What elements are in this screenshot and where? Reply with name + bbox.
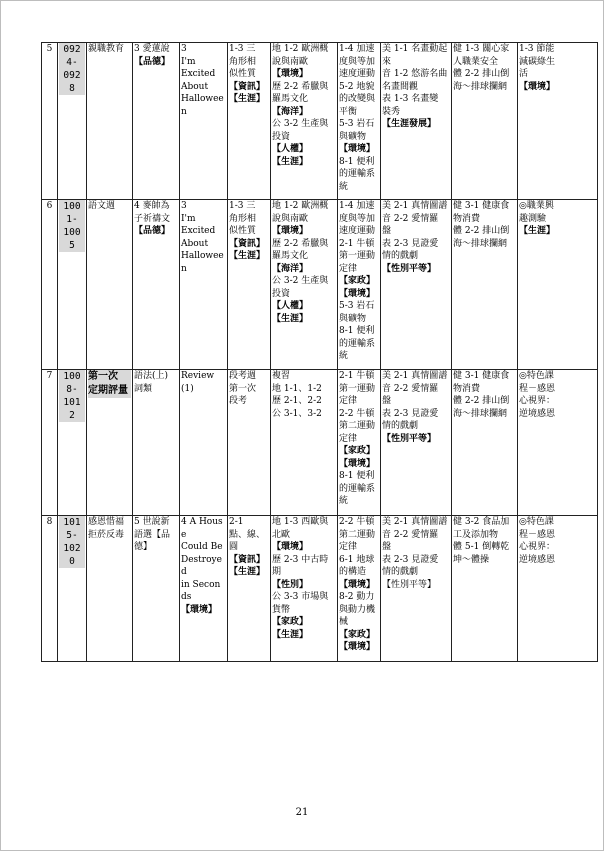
cell-line: 健 1-3 關心家	[453, 44, 510, 54]
cell-line: 第一運動	[339, 383, 376, 394]
theme-line: 感恩惜福	[88, 517, 125, 527]
topic-tag: 【資訊】	[229, 238, 266, 249]
cell-line: 體 2-2 排山倒	[453, 396, 510, 406]
cell-line: 子祈禱文	[134, 213, 171, 224]
cell-line: 2-1	[229, 517, 244, 527]
cell-line: 角形相	[229, 213, 257, 224]
cell-line: About	[181, 81, 209, 92]
cell-line: 程－感恩	[519, 383, 556, 394]
cell-arts	[381, 516, 452, 662]
cell-chinese	[133, 200, 180, 370]
topic-tag: 【環境】	[272, 542, 309, 552]
date-line: 0928	[60, 69, 84, 95]
cell-line: 第一次	[229, 383, 257, 394]
date-line: 1001-	[60, 200, 84, 226]
cell-line: 地 1-2 歐洲概	[272, 44, 329, 54]
topic-tag: 【生涯】	[272, 629, 309, 640]
cell-line: 貨幣	[272, 604, 291, 615]
date-range	[59, 370, 85, 422]
cell-line: 5-3 岩石	[339, 301, 375, 311]
cell-line: 北歐	[272, 529, 291, 540]
cell-line: 歷 2-2 希臘與	[272, 238, 329, 249]
date-line: 0924-	[60, 43, 84, 69]
topic-tag: 【資訊】	[229, 81, 266, 92]
topic-tag: 【家政】	[339, 276, 376, 286]
cell-line: 語選【品	[134, 529, 171, 540]
topic-tag: 【性別】	[272, 579, 309, 590]
cell-line: 歷 2-3 中古時	[272, 554, 329, 565]
week-number: 7	[42, 370, 58, 516]
theme-line: 量	[118, 385, 128, 396]
cell-line: 表 1-3 名畫變	[382, 94, 439, 104]
cell-line: 定律	[339, 433, 358, 444]
cell-line: 公 3-3 市場與	[272, 592, 329, 602]
week-number: 6	[42, 200, 58, 370]
cell-line: 投資	[272, 131, 291, 142]
cell-line: 體 2-2 排山倒	[453, 69, 510, 79]
cell-chinese	[133, 43, 180, 200]
cell-line: 盤	[382, 542, 392, 552]
topic-tag: 【環境】	[339, 458, 376, 469]
cell-line: 工及添加物	[453, 529, 499, 540]
cell-line: 4 麥帥為	[134, 201, 170, 211]
cell-line: Destroyed	[181, 554, 222, 577]
cell-line: 歷 2-2 希臘與	[272, 81, 329, 92]
topic-tag: 【性別平等】	[382, 263, 437, 274]
theme-line: 語文週	[88, 201, 116, 211]
cell-line: 物消費	[453, 383, 481, 394]
cell-line: 點、線、	[229, 529, 266, 540]
date-range	[59, 200, 85, 252]
topic-tag: 【環境】	[519, 81, 556, 92]
topic-tag: 【生涯】	[229, 567, 266, 577]
cell-line: 音 2-2 愛情羅	[382, 529, 439, 540]
cell-line: I'm	[181, 56, 196, 67]
cell-chinese	[133, 516, 180, 662]
topic-tag: 【品德】	[134, 226, 171, 236]
cell-line: 程－感恩	[519, 529, 556, 540]
cell-line: 美 2-1 真情圖譜	[382, 201, 448, 211]
cell-line: 與動力機	[339, 604, 376, 615]
cell-line: 4 A House	[181, 517, 223, 540]
topic-tag: 【生涯發展】	[382, 119, 437, 129]
cell-line: 健 3-2 食品加	[453, 517, 510, 527]
cell-integrated	[518, 370, 598, 516]
date-line: 1012	[60, 396, 84, 422]
topic-tag: 【生涯】	[229, 94, 266, 104]
topic-tag: 【生涯】	[229, 251, 266, 261]
cell-line: 度與等加	[339, 56, 376, 67]
cell-math	[228, 43, 271, 200]
cell-line: 情的戲劇	[382, 251, 419, 261]
cell-line: 定律	[339, 263, 358, 274]
cell-line: 速度運動	[339, 69, 376, 79]
week-date	[58, 370, 87, 516]
cell-social	[271, 516, 338, 662]
cell-line: 公 3-2 生產與	[272, 119, 329, 129]
cell-line: 體 2-2 排山倒	[453, 226, 510, 236]
cell-line: 羅馬文化	[272, 94, 309, 104]
cell-line: 逆境感恩	[519, 408, 556, 419]
cell-line: 2-1 牛頓	[339, 371, 375, 381]
cell-health	[452, 516, 518, 662]
weekly-theme	[87, 200, 133, 370]
cell-line: 歷 2-1、2-2	[272, 396, 322, 406]
cell-line: 8-1 便利	[339, 326, 375, 336]
cell-english	[180, 370, 228, 516]
cell-line: 坤～體操	[453, 554, 490, 565]
cell-science	[338, 370, 381, 516]
cell-social	[271, 43, 338, 200]
cell-math	[228, 200, 271, 370]
date-range	[59, 516, 85, 568]
cell-line: 的運輸系	[339, 483, 376, 494]
cell-line: 與礦物	[339, 313, 367, 324]
cell-arts	[381, 43, 452, 200]
cell-line: 美 2-1 真情圖譜	[382, 517, 448, 527]
cell-line: 投資	[272, 288, 291, 299]
cell-line: 盤	[382, 396, 392, 406]
cell-integrated	[518, 43, 598, 200]
cell-line: 的運輸系	[339, 338, 376, 349]
cell-line: 統	[339, 181, 349, 192]
cell-line: 海～排球攔網	[453, 238, 508, 249]
cell-line: 海～排球攔網	[453, 408, 508, 419]
cell-line: ◎職業興	[519, 201, 554, 211]
cell-science	[338, 200, 381, 370]
cell-line: in Seconds	[181, 579, 221, 602]
cell-line: 3	[181, 44, 187, 54]
cell-chinese	[133, 370, 180, 516]
cell-line: Could Be	[181, 542, 223, 552]
cell-line: 3	[181, 201, 187, 211]
date-line: 1008-	[60, 370, 84, 396]
cell-line: 段考週	[229, 371, 257, 381]
topic-tag: 【海洋】	[272, 263, 309, 274]
cell-line: 2-2 牛頓	[339, 517, 375, 527]
topic-tag: 【家政】	[272, 617, 309, 627]
week-date	[58, 516, 87, 662]
schedule-table	[41, 42, 598, 662]
cell-line: 詞類	[134, 383, 153, 394]
cell-line: 速度運動	[339, 226, 376, 236]
cell-line: 情的戲劇	[382, 421, 419, 431]
topic-tag: 【人權】	[272, 301, 309, 311]
table-row	[42, 200, 598, 370]
cell-line: About	[181, 238, 209, 249]
cell-line: 複習	[272, 371, 291, 381]
topic-tag: 【環境】	[339, 144, 376, 154]
cell-line: 物消費	[453, 213, 481, 224]
cell-line: 音 2-2 愛情羅	[382, 383, 439, 394]
cell-line: 心視界：	[519, 542, 556, 552]
cell-line: 統	[339, 351, 349, 361]
week-number: 8	[42, 516, 58, 662]
theme-line: 定期評	[88, 385, 118, 396]
cell-line: 表 2-3 見證愛	[382, 238, 439, 249]
cell-line: 心視界：	[519, 396, 556, 406]
cell-line: 2-1 牛頓	[339, 238, 375, 249]
cell-line: 趣測驗	[519, 213, 547, 224]
cell-line: 5-3 岩石	[339, 119, 375, 129]
cell-line: 8-1 便利	[339, 156, 375, 167]
cell-line: 地 1-1、1-2	[272, 383, 322, 394]
cell-line: 角形相	[229, 56, 257, 67]
cell-line: 音 1-2 悠游名曲	[382, 69, 448, 79]
theme-line: 親職教育	[88, 44, 125, 54]
topic-tag: 【環境】	[339, 642, 376, 652]
cell-line: 公 3-1、3-2	[272, 408, 322, 419]
date-line: 1020	[60, 542, 84, 568]
cell-line: 3 愛蓮說	[134, 44, 170, 54]
week-number: 5	[42, 43, 58, 200]
cell-math	[228, 516, 271, 662]
cell-line: 5-2 地貌	[339, 81, 375, 92]
cell-line: 地 1-3 西歐與	[272, 517, 329, 527]
topic-tag: 【生涯】	[272, 156, 309, 167]
cell-english	[180, 43, 228, 200]
cell-line: 名畫間觀	[382, 81, 419, 92]
cell-science	[338, 516, 381, 662]
cell-line: 2-2 牛頓	[339, 408, 375, 419]
cell-line: 說與南歐	[272, 56, 309, 67]
cell-line: 期	[272, 567, 282, 577]
cell-arts	[381, 370, 452, 516]
cell-line: Review (1)	[181, 371, 215, 394]
cell-line: 第一運動	[339, 251, 376, 261]
cell-math	[228, 370, 271, 516]
cell-social	[271, 200, 338, 370]
cell-line: 語法(上)	[134, 371, 169, 381]
cell-line: Excited	[181, 226, 216, 236]
cell-line: 說與南歐	[272, 213, 309, 224]
cell-line: 表 2-3 見證愛	[382, 408, 439, 419]
cell-line: 海～排球攔網	[453, 81, 508, 92]
cell-line: 似性質	[229, 226, 257, 236]
cell-health	[452, 370, 518, 516]
topic-tag: 【環境】	[339, 579, 376, 590]
cell-line: 1-3 三	[229, 201, 256, 211]
cell-line: 美 2-1 真情圖譜	[382, 371, 448, 381]
cell-line: 定律	[339, 542, 358, 552]
topic-tag: 【家政】	[339, 629, 376, 640]
cell-line: ◎特色課	[519, 371, 554, 381]
week-date	[58, 43, 87, 200]
cell-line: 的構造	[339, 567, 367, 577]
cell-line: 來	[382, 56, 392, 67]
cell-line: Excited	[181, 69, 216, 79]
topic-tag: 【品德】	[134, 56, 171, 67]
cell-line: 健 3-1 健康食	[453, 201, 510, 211]
cell-english	[180, 516, 228, 662]
cell-line: 械	[339, 617, 349, 627]
topic-tag: 【資訊】	[229, 554, 266, 565]
topic-tag: 【環境】	[339, 288, 376, 299]
table-row	[42, 43, 598, 200]
topic-tag: 【人權】	[272, 144, 309, 154]
cell-line: 6-1 地球	[339, 554, 375, 565]
table-row	[42, 370, 598, 516]
cell-line: 段考	[229, 396, 248, 406]
cell-line: 羅馬文化	[272, 251, 309, 261]
cell-line: 音 2-2 愛情羅	[382, 213, 439, 224]
topic-tag: 【海洋】	[272, 106, 309, 117]
cell-integrated	[518, 200, 598, 370]
cell-line: 情的戲劇	[382, 567, 419, 577]
cell-line: 的改變與	[339, 94, 376, 104]
cell-line: 活	[519, 69, 529, 79]
topic-tag: 【生涯】	[519, 226, 556, 236]
cell-arts	[381, 200, 452, 370]
cell-line: 地 1-2 歐洲概	[272, 201, 329, 211]
topic-tag: 【性別平等】	[382, 433, 437, 444]
cell-line: 8-1 便利	[339, 471, 375, 481]
cell-line: 健 3-1 健康食	[453, 371, 510, 381]
cell-line: 1-3 節能	[519, 44, 555, 54]
cell-line: 1-3 三	[229, 44, 256, 54]
cell-line: 8-2 動力	[339, 592, 375, 602]
cell-line: 減碳綠生	[519, 56, 556, 67]
week-date	[58, 200, 87, 370]
cell-line: Halloween	[181, 94, 224, 117]
cell-health	[452, 200, 518, 370]
cell-line: Halloween	[181, 251, 224, 274]
cell-line: 公 3-2 生產與	[272, 276, 329, 286]
cell-line: 定律	[339, 396, 358, 406]
topic-tag: 【環境】	[272, 69, 309, 79]
topic-tag: 【環境】	[181, 604, 218, 615]
cell-line: 【性別平等】	[382, 579, 437, 590]
cell-line: 第二運動	[339, 421, 376, 431]
cell-line: 1-4 加速	[339, 44, 375, 54]
theme-line: 拒菸反毒	[88, 529, 125, 540]
theme-line: 第一次	[88, 371, 118, 382]
date-line: 1005	[60, 226, 84, 252]
cell-line: 裝秀	[382, 106, 401, 117]
date-range	[59, 43, 85, 95]
cell-line: 第二運動	[339, 529, 376, 540]
cell-line: 5 世說新	[134, 517, 170, 527]
weekly-theme	[87, 516, 133, 662]
cell-line: 盤	[382, 226, 392, 236]
topic-tag: 【環境】	[272, 226, 309, 236]
cell-line: 的運輸系	[339, 169, 376, 179]
cell-line: 德】	[134, 542, 153, 552]
cell-line: 似性質	[229, 69, 257, 79]
topic-tag: 【家政】	[339, 446, 376, 456]
cell-health	[452, 43, 518, 200]
page-number: 21	[295, 807, 309, 818]
theme-text	[88, 43, 131, 56]
cell-social	[271, 370, 338, 516]
cell-line: 圓	[229, 542, 239, 552]
cell-line: 1-4 加速	[339, 201, 375, 211]
cell-line: ◎特色課	[519, 517, 554, 527]
date-line: 1015-	[60, 516, 84, 542]
theme-text	[88, 516, 131, 541]
cell-line: I'm	[181, 213, 196, 224]
topic-tag: 【生涯】	[272, 313, 309, 324]
theme-text	[88, 200, 131, 213]
cell-line: 與礦物	[339, 131, 367, 142]
cell-english	[180, 200, 228, 370]
cell-line: 表 2-3 見證愛	[382, 554, 439, 565]
table-row	[42, 516, 598, 662]
cell-integrated	[518, 516, 598, 662]
cell-science	[338, 43, 381, 200]
cell-line: 平衡	[339, 106, 358, 117]
cell-line: 度與等加	[339, 213, 376, 224]
exam-week-label	[87, 370, 133, 516]
weekly-theme	[87, 43, 133, 200]
cell-line: 統	[339, 496, 349, 506]
theme-text	[88, 370, 131, 398]
cell-line: 體 5-1 倒轉乾	[453, 542, 510, 552]
cell-line: 逆境感恩	[519, 554, 556, 565]
cell-line: 美 1-1 名畫動起	[382, 44, 448, 54]
cell-line: 人職業安全	[453, 56, 499, 67]
